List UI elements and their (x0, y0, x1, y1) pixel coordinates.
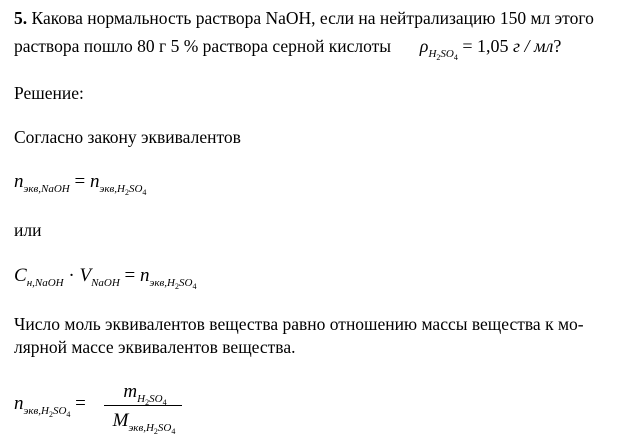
text-line-1: Число моль эквивалентов вещества равно отношению массы вещества к мо- (14, 314, 584, 334)
eq3-lhs-sub-so: SO (52, 405, 67, 417)
eq2-v-sub: NaOH (91, 277, 120, 289)
equation-1 (14, 171, 147, 197)
eq1-rhs-sub-2: 2 (124, 188, 129, 197)
eq3-lhs-var: n (14, 393, 24, 414)
eq3-lhs-sub-2: 2 (48, 410, 53, 419)
eq3-den-var: M (112, 410, 129, 431)
eq3-equals: = (70, 393, 86, 414)
text-line-2: лярной массе эквивалентов вещества. (14, 337, 296, 357)
eq2-v-var: V (79, 265, 92, 286)
eq1-rhs-var: n (89, 171, 100, 192)
law-intro: Согласно закону эквивалентов (14, 127, 241, 147)
question-mark: ? (553, 36, 562, 56)
problem-text-2: раствора пошло 80 г 5 % раствора серной кислоты (14, 36, 392, 56)
eq1-lhs-sub: экв,NaOH (23, 183, 70, 195)
problem-number: 5. (14, 8, 28, 28)
rho-unit: г / мл (508, 36, 554, 56)
eq1-rhs-sub-so: SO (128, 183, 143, 195)
eq2-c-var: C (14, 265, 27, 286)
rho-sub-h: H (428, 48, 437, 60)
rho-sub-4: 4 (453, 53, 458, 62)
equation-2 (14, 265, 197, 291)
eq3-fraction-bar (104, 405, 182, 406)
eq1-equals: = (69, 171, 90, 192)
eq3-den-sub-4: 4 (171, 427, 176, 436)
eq3-num-sub-2: 2 (145, 398, 150, 407)
rho-sub-2: 2 (436, 53, 441, 62)
eq3-den-sub-2: 2 (153, 427, 158, 436)
eq3-den-sub: экв,H (128, 422, 154, 434)
rho-symbol: ρ (419, 36, 429, 56)
eq2-rhs-sub-2: 2 (174, 282, 179, 291)
eq2-rhs-sub: экв,H (149, 277, 175, 289)
eq1-rhs-sub: экв,H (99, 183, 125, 195)
rho-sub-so: SO (440, 48, 454, 60)
eq1-rhs-sub-4: 4 (142, 188, 147, 197)
eq2-rhs-sub-4: 4 (192, 282, 197, 291)
eq2-dot: · (63, 265, 80, 286)
eq3-den-sub-so: SO (157, 422, 172, 434)
problem-text-1: Какова нормальность раствора NaOH, если на нейтрализацию 150 мл этого (27, 8, 594, 28)
eq2-rhs-sub-so: SO (178, 277, 193, 289)
density-expression (419, 36, 562, 62)
eq3-denominator (104, 410, 184, 436)
eq2-rhs-var: n (140, 265, 150, 286)
eq3-num-sub-so: SO (149, 393, 163, 405)
equation-3-lhs (14, 393, 86, 419)
eq3-numerator (112, 381, 178, 407)
eq2-c-sub: н,NaOH (26, 277, 64, 289)
or-label: или (14, 220, 42, 240)
eq3-lhs-sub: экв,H (23, 405, 49, 417)
rho-value: = 1,05 (457, 36, 509, 56)
eq3-num-var: m (123, 381, 138, 402)
eq3-num-sub: H (137, 393, 146, 405)
eq3-num-sub-4: 4 (162, 398, 167, 407)
eq3-lhs-sub-4: 4 (66, 410, 71, 419)
problem-line-1 (14, 10, 594, 28)
eq2-equals: = (119, 265, 141, 286)
eq1-lhs-var: n (14, 171, 24, 192)
solution-label: Решение: (14, 83, 84, 103)
problem-line-2 (14, 36, 562, 62)
